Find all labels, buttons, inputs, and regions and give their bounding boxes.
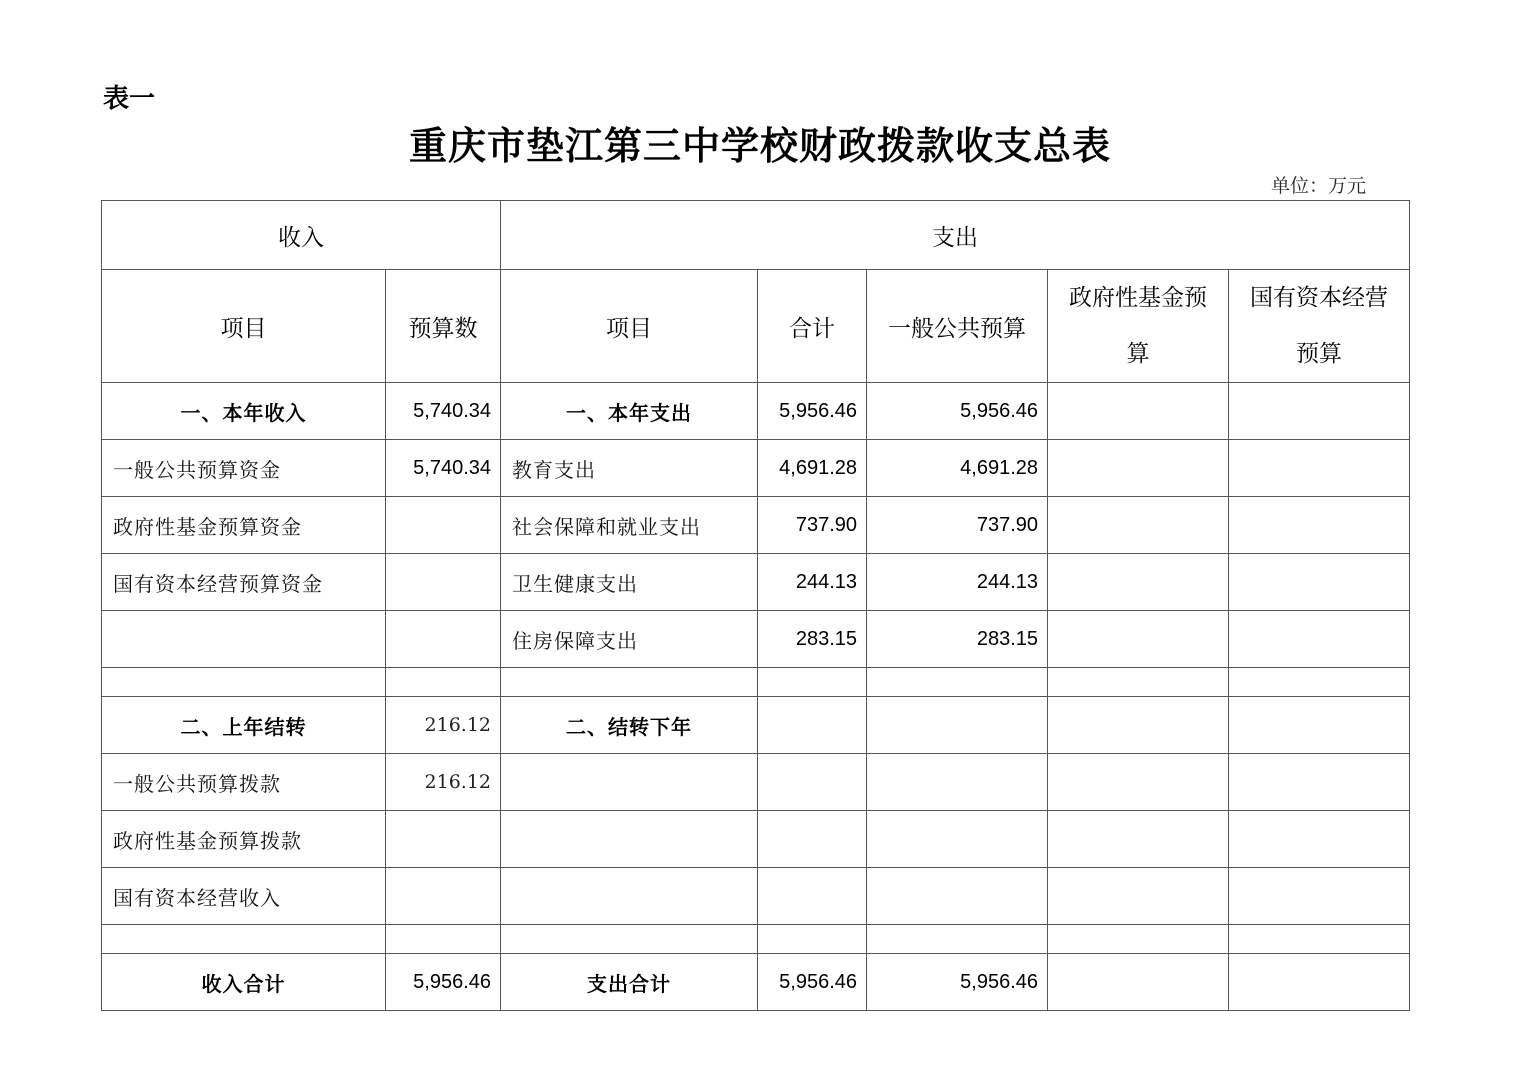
general-budget-total: 5,956.46 [867, 954, 1048, 1011]
total-cell [758, 925, 867, 954]
income-item-cell: 国有资本经营预算资金 [102, 554, 386, 611]
general-budget-cell: 5,956.46 [867, 383, 1048, 440]
state-capital-cell [1229, 611, 1410, 668]
state-capital-cell [1229, 497, 1410, 554]
total-header: 合计 [758, 270, 867, 383]
expense-total-value: 5,956.46 [758, 954, 867, 1011]
table-row [102, 697, 1410, 754]
state-capital-cell [1229, 383, 1410, 440]
expense-item-cell: 一、本年支出 [501, 383, 758, 440]
gov-fund-cell [1048, 925, 1229, 954]
total-cell: 5,956.46 [758, 383, 867, 440]
expense-item-header: 项目 [501, 270, 758, 383]
income-value-cell [386, 611, 501, 668]
expense-header: 支出 [501, 201, 1410, 270]
expense-item-cell: 社会保障和就业支出 [501, 497, 758, 554]
expense-item-cell: 住房保障支出 [501, 611, 758, 668]
unit-note: 单位：万元 [1270, 175, 1366, 197]
gov-fund-cell [1048, 668, 1229, 697]
gov-fund-cell [1048, 497, 1229, 554]
total-cell: 737.90 [758, 497, 867, 554]
gov-fund-total [1048, 954, 1229, 1011]
totals-row [102, 954, 1410, 1011]
state-capital-cell [1229, 668, 1410, 697]
general-budget-cell [867, 925, 1048, 954]
table-row [102, 668, 1410, 697]
general-budget-cell [867, 868, 1048, 925]
income-item-cell: 一般公共预算资金 [102, 440, 386, 497]
gov-fund-cell [1048, 697, 1229, 754]
state-capital-budget-header: 国有资本经营预算 [1229, 270, 1410, 383]
gov-fund-cell [1048, 754, 1229, 811]
expense-item-cell [501, 811, 758, 868]
table-row [102, 925, 1410, 954]
general-budget-cell [867, 697, 1048, 754]
table-row [102, 868, 1410, 925]
header-row-top [102, 201, 1410, 270]
income-item-cell: 政府性基金预算拨款 [102, 811, 386, 868]
budget-summary-table [101, 200, 1410, 1011]
gov-fund-cell [1048, 554, 1229, 611]
income-item-cell [102, 611, 386, 668]
gov-fund-cell [1048, 440, 1229, 497]
income-item-cell: 一般公共预算拨款 [102, 754, 386, 811]
income-value-cell [386, 554, 501, 611]
gov-fund-cell [1048, 383, 1229, 440]
income-value-cell [386, 668, 501, 697]
income-item-cell: 二、上年结转 [102, 697, 386, 754]
table-row [102, 554, 1410, 611]
total-cell: 244.13 [758, 554, 867, 611]
general-public-budget-header: 一般公共预算 [867, 270, 1048, 383]
expense-item-cell [501, 925, 758, 954]
document-title: 重庆市垫江第三中学校财政拨款收支总表 [408, 123, 1111, 168]
income-value-cell [386, 925, 501, 954]
general-budget-cell: 283.15 [867, 611, 1048, 668]
expense-item-cell [501, 754, 758, 811]
expense-item-cell [501, 868, 758, 925]
income-item-cell [102, 925, 386, 954]
state-capital-total [1229, 954, 1410, 1011]
expense-total-label: 支出合计 [501, 954, 758, 1011]
total-cell [758, 668, 867, 697]
general-budget-cell [867, 811, 1048, 868]
expense-item-cell: 二、结转下年 [501, 697, 758, 754]
table-row [102, 754, 1410, 811]
income-total-value: 5,956.46 [386, 954, 501, 1011]
expense-item-cell: 教育支出 [501, 440, 758, 497]
state-capital-cell [1229, 925, 1410, 954]
income-budget-header: 预算数 [386, 270, 501, 383]
state-capital-cell [1229, 868, 1410, 925]
income-item-header: 项目 [102, 270, 386, 383]
state-capital-cell [1229, 811, 1410, 868]
income-total-label: 收入合计 [102, 954, 386, 1011]
total-cell [758, 811, 867, 868]
total-cell [758, 868, 867, 925]
expense-item-cell [501, 668, 758, 697]
income-item-cell [102, 668, 386, 697]
gov-fund-cell [1048, 811, 1229, 868]
table-row [102, 383, 1410, 440]
income-value-cell: 216.12 [386, 697, 501, 754]
general-budget-cell: 737.90 [867, 497, 1048, 554]
income-value-cell: 216.12 [386, 754, 501, 811]
income-value-cell [386, 868, 501, 925]
income-value-cell [386, 497, 501, 554]
income-value-cell: 5,740.34 [386, 383, 501, 440]
income-item-cell: 国有资本经营收入 [102, 868, 386, 925]
table-row [102, 497, 1410, 554]
income-header: 收入 [102, 201, 501, 270]
header-row-columns [102, 270, 1410, 383]
general-budget-cell [867, 668, 1048, 697]
income-item-cell: 一、本年收入 [102, 383, 386, 440]
table-row [102, 440, 1410, 497]
total-cell: 4,691.28 [758, 440, 867, 497]
gov-fund-cell [1048, 611, 1229, 668]
expense-item-cell: 卫生健康支出 [501, 554, 758, 611]
total-cell [758, 754, 867, 811]
state-capital-cell [1229, 440, 1410, 497]
income-value-cell [386, 811, 501, 868]
table-tag: 表一 [103, 84, 156, 114]
general-budget-cell [867, 754, 1048, 811]
general-budget-cell: 4,691.28 [867, 440, 1048, 497]
gov-fund-cell [1048, 868, 1229, 925]
state-capital-cell [1229, 697, 1410, 754]
gov-fund-budget-header: 政府性基金预算 [1048, 270, 1229, 383]
general-budget-cell: 244.13 [867, 554, 1048, 611]
state-capital-cell [1229, 754, 1410, 811]
total-cell: 283.15 [758, 611, 867, 668]
total-cell [758, 697, 867, 754]
income-item-cell: 政府性基金预算资金 [102, 497, 386, 554]
income-value-cell: 5,740.34 [386, 440, 501, 497]
table-row [102, 811, 1410, 868]
state-capital-cell [1229, 554, 1410, 611]
table-row [102, 611, 1410, 668]
